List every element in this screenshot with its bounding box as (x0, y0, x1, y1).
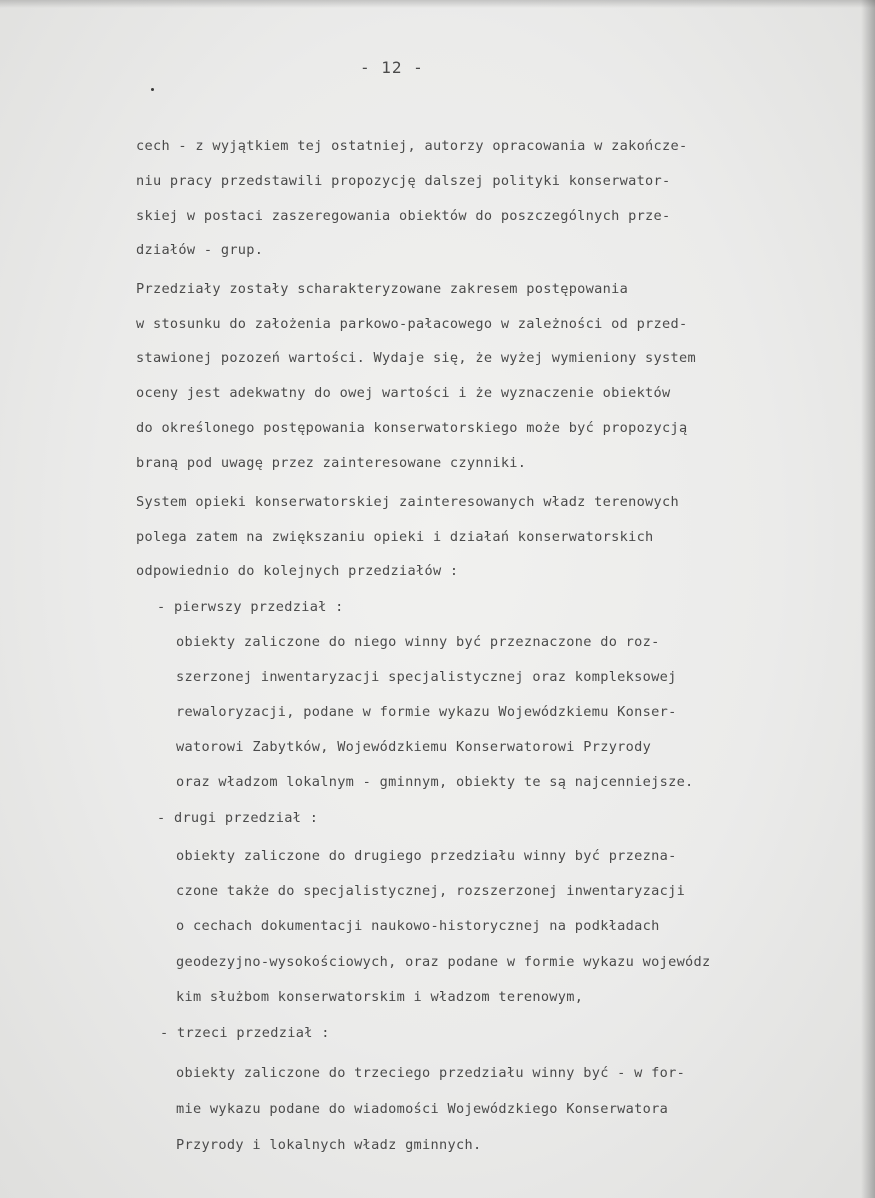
text-line: szerzonej inwentaryzacji specjalistycznej oraz kompleksowej (176, 669, 677, 685)
text-line: System opieki konserwatorskiej zainteresowanych władz terenowych (136, 494, 679, 510)
text-line: kim służbom konserwatorskim i władzom terenowym, (176, 989, 584, 1005)
page-top-shadow (0, 0, 875, 8)
text-line: stawionej pozozeń wartości. Wydaje się, że wyżej wymieniony system (136, 350, 696, 366)
text-line: obiekty zaliczone do drugiego przedziału winny być przezna- (176, 848, 677, 864)
text-line: skiej w postaci zaszeregowania obiektów do poszczególnych prze- (136, 208, 671, 224)
text-line: mie wykazu podane do wiadomości Wojewódzkiego Konserwatora (176, 1101, 669, 1117)
text-line: obiekty zaliczone do niego winny być przeznaczone do roz- (176, 634, 660, 650)
page-number: - 12 - (360, 58, 424, 77)
text-line: w stosunku do założenia parkowo-pałacowego w zależności od przed- (136, 316, 688, 332)
text-line: oraz władzom lokalnym - gminnym, obiekty te są najcenniejsze. (176, 774, 694, 790)
text-line: cech - z wyjątkiem tej ostatniej, autorzy opracowania w zakończe- (136, 138, 688, 154)
text-line: braną pod uwagę przez zainteresowane czynniki. (136, 455, 527, 471)
text-line: polega zatem na zwiększaniu opieki i działań konserwatorskich (136, 529, 654, 545)
text-line: działów - grup. (136, 242, 264, 258)
text-line: obiekty zaliczone do trzeciego przedziału winny być - w for- (176, 1065, 686, 1081)
text-line: oceny jest adekwatny do owej wartości i że wyznaczenie obiektów (136, 385, 671, 401)
text-line: rewaloryzacji, podane w formie wykazu Wojewódzkiemu Konser- (176, 704, 677, 720)
list-item-heading: - drugi przedział : (157, 810, 319, 826)
text-line: watorowi Zabytków, Wojewódzkiemu Konserwatorowi Przyrody (176, 739, 652, 755)
list-item-heading: - trzeci przedział : (160, 1025, 330, 1041)
stray-dot-mark (151, 88, 154, 91)
text-line: Przedziały zostały scharakteryzowane zakresem postępowania (136, 281, 629, 297)
text-line: Przyrody i lokalnych władz gminnych. (176, 1137, 482, 1153)
text-line: niu pracy przedstawili propozycję dalszej polityki konserwator- (136, 173, 671, 189)
text-line: odpowiednio do kolejnych przedziałów : (136, 563, 459, 579)
text-line: do określonego postępowania konserwatorskiego może być propozycją (136, 420, 688, 436)
text-line: o cechach dokumentacji naukowo-historycznej na podkładach (176, 918, 660, 934)
page-right-shadow (861, 0, 875, 1198)
text-line: geodezyjno-wysokościowych, oraz podane w formie wykazu wojewódz (176, 954, 711, 970)
list-item-heading: - pierwszy przedział : (157, 599, 344, 615)
text-line: czone także do specjalistycznej, rozszerzonej inwentaryzacji (176, 883, 686, 899)
